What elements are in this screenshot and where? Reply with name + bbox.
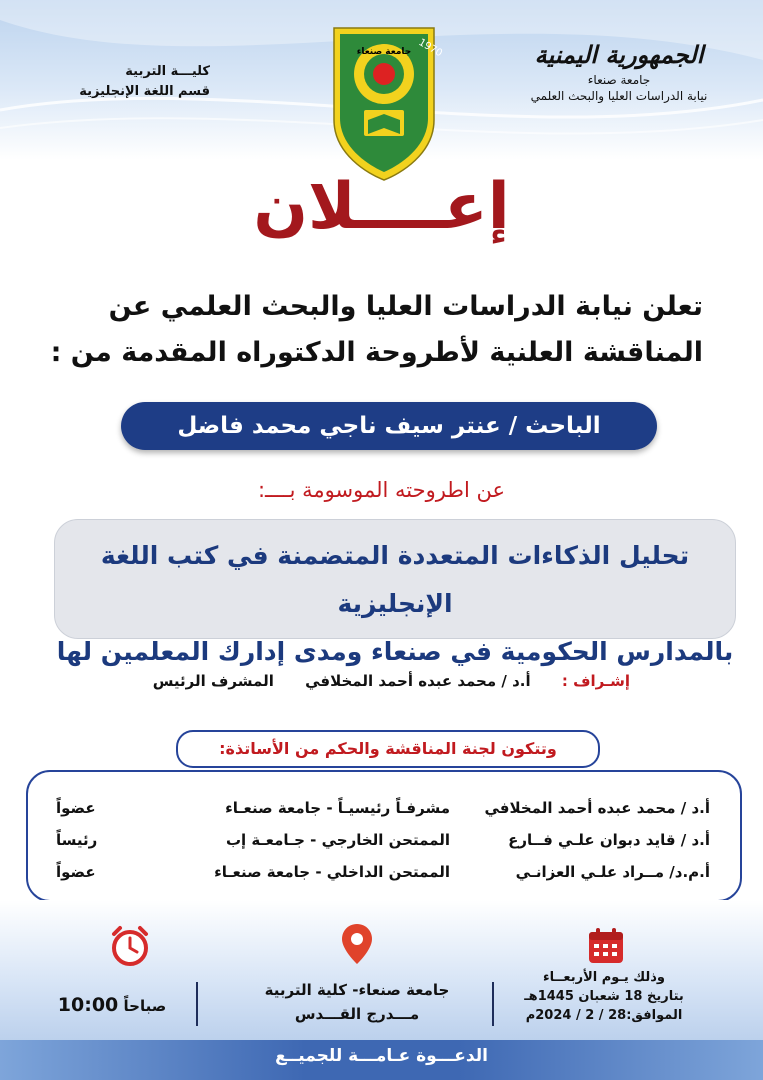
committee-member-row [48,792,720,824]
committee-box [26,770,742,902]
event-hijri-date: بتاريخ 18 شعبان 1445هـ [524,989,684,1004]
thesis-line-2: بالمدارس الحكومية في صنعاء ومدى إدارك المعلمين لها [56,637,734,666]
member-role: الممتحن الخارجي - جـامعـة إب [225,831,450,849]
republic-title: الجمهورية اليمنية [534,40,704,69]
member-status: رئيساً [56,831,98,849]
member-role: الممتحن الداخلي - جامعة صنعـاء [214,863,450,881]
university-name: جامعة صنعاء [587,73,651,87]
announcement-line-1: تعلن نيابة الدراسات العليا والبحث العلمي عن [108,291,703,322]
page-title: إعــــلان [253,170,510,244]
event-day: وذلك يـوم الأربعــاء [542,970,666,985]
supervision-label: إشـراف : [561,672,630,690]
event-venue: جامعة صنعاء- كلية التربية [264,981,450,999]
thesis-line-1: تحليل الذكاءات المتعددة المتضمنة في كتب اللغة الإنجليزية [100,541,690,618]
thesis-intro: عن اطروحته الموسومة بــــ: [257,478,506,502]
event-place [228,978,486,1026]
event-hall: مـــدرج القـــدس [294,1005,420,1023]
event-gregorian-date: الموافق:28 / 2 / 2024م [525,1008,683,1023]
supervisor-role: المشرف الرئيس [152,672,274,690]
header-institution [499,40,739,103]
member-status: عضواً [56,799,96,817]
member-name: أ.د / قايد دبوان علـي فــارع [508,831,710,849]
thesis-title-box [54,519,736,666]
calendar-icon [586,926,626,966]
event-date [514,968,694,1025]
logo-name: جامعة صنعاء [356,47,412,57]
member-name: أ.د / محمد عبده أحمد المخلافي [484,799,710,817]
university-logo [330,24,445,182]
footer-invitation: الدعـــوة عـامـــة للجميــع [275,1046,488,1066]
header-faculty [30,62,210,102]
alarm-clock-icon [108,924,152,968]
time-suffix: صباحاً [123,997,167,1015]
researcher-banner: الباحث / عنتر سيف ناجي محمد فاضل [121,402,657,450]
supervisor-name: أ.د / محمد عبده أحمد المخلافي [305,672,531,690]
logo-year: 1970 [416,37,445,60]
deanship-name: نيابة الدراسات العليا والبحث العلمي [530,89,708,103]
event-time [24,994,194,1016]
divider [492,982,494,1026]
location-pin-icon [340,922,374,966]
faculty-name: كليـــة التربية [125,64,210,79]
member-role: مشرفـاً رئيسيـاً - جامعة صنعـاء [225,799,450,817]
member-name: أ.م.د/ مــراد علـي العزانـي [515,863,710,881]
time-value: 10:00 [57,994,119,1016]
announcement-text [43,284,703,376]
supervision-line [60,672,630,690]
divider [196,982,198,1026]
member-status: عضواً [56,863,96,881]
committee-member-row [48,856,720,888]
committee-title: وتتكون لجنة المناقشة والحكم من الأساتذة: [176,730,600,768]
committee-member-row [48,824,720,856]
department-name: قسم اللغة الإنجليزية [79,84,210,99]
announcement-line-2: المناقشة العلنية لأطروحة الدكتوراه المقدمة من : [50,337,703,368]
